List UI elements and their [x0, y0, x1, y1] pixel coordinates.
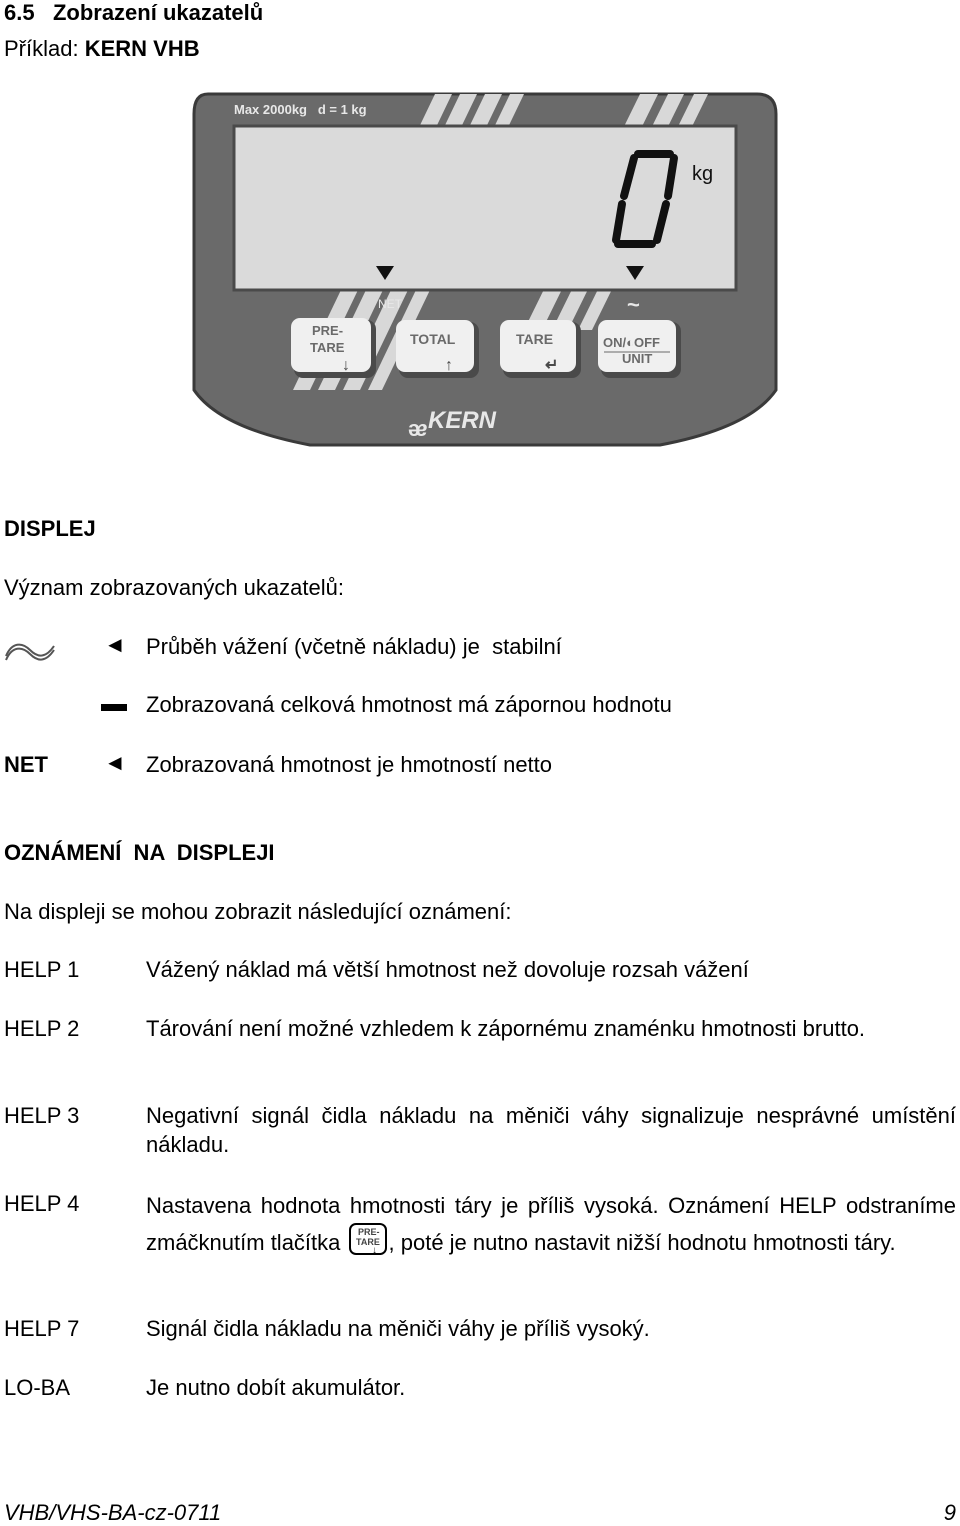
- svg-text:TARE: TARE: [516, 331, 554, 347]
- total-button[interactable]: [396, 320, 479, 378]
- svg-text:↓: ↓: [342, 357, 350, 374]
- svg-text:PRE-: PRE-: [357, 1227, 380, 1237]
- pre-tare-key-icon: [347, 1222, 389, 1256]
- svg-text:↑: ↑: [445, 357, 453, 374]
- section-number: 6.5: [4, 0, 35, 25]
- message-text: Je nutno dobít akumulátor.: [146, 1375, 406, 1400]
- stable-wave-icon: [4, 638, 56, 664]
- message-text: Signál čidla nákladu na měniči váhy je příliš vysoký.: [146, 1316, 650, 1341]
- footer-doc-id: VHB/VHS-BA-cz-0711: [4, 1500, 222, 1525]
- svg-text:UNIT: UNIT: [622, 351, 653, 366]
- svg-text:PRE-: PRE-: [312, 323, 344, 338]
- example-line: [4, 36, 200, 62]
- lcd-unit: kg: [692, 163, 714, 185]
- stable-symbol: ~: [627, 292, 640, 317]
- svg-text:↓: ↓: [371, 1245, 377, 1256]
- arrow-marker-icon: ◄: [104, 750, 126, 775]
- svg-text:KERN: KERN: [428, 407, 497, 434]
- display-section-intro: Význam zobrazovaných ukazatelů:: [4, 575, 344, 600]
- bar-marker-icon: [101, 704, 127, 711]
- display-row-text: Zobrazovaná hmotnost je hmotností netto: [146, 752, 553, 777]
- message-text: Tárování není možné vzhledem k zápornému znaménku hmotnosti brutto.: [146, 1016, 866, 1041]
- net-label: NET: [378, 297, 402, 311]
- message-text-after: , poté je nutno nastavit nižší hodnotu hmotnosti táry.: [388, 1230, 896, 1255]
- messages-section-intro: Na displeji se mohou zobrazit následující oznámení:: [4, 899, 512, 924]
- message-code: HELP 1: [4, 957, 80, 982]
- display-section-title: DISPLEJ: [4, 516, 96, 541]
- message-code: HELP 2: [4, 1016, 80, 1041]
- message-code: HELP 4: [4, 1191, 80, 1216]
- pre-tare-button[interactable]: [291, 318, 376, 378]
- message-text: Negativní signál čidla nákladu na měniči váhy signalizuje nesprávné umístění nákladu.: [146, 1103, 956, 1157]
- example-prefix: Příklad:: [4, 36, 79, 61]
- svg-text:TARE: TARE: [310, 340, 345, 355]
- svg-text:ᴂ: ᴂ: [408, 416, 428, 441]
- example-model: KERN VHB: [84, 36, 200, 61]
- display-row-text: Průběh vážení (včetně nákladu) je stabilní: [146, 634, 562, 659]
- svg-text:TARE: TARE: [355, 1237, 380, 1247]
- svg-text:↵: ↵: [545, 357, 559, 374]
- arrow-marker-icon: ◄: [104, 632, 126, 657]
- svg-text:TOTAL: TOTAL: [410, 331, 456, 347]
- message-code: LO-BA: [4, 1375, 71, 1400]
- scale-indicator-illustration: [190, 90, 780, 458]
- message-code: HELP 3: [4, 1103, 80, 1128]
- on-off-unit-button[interactable]: [598, 320, 681, 378]
- footer-page-number: 9: [943, 1500, 956, 1525]
- section-title: Zobrazení ukazatelů: [52, 0, 264, 25]
- message-text-before: Nastavena hodnota hmotnosti táry je příliš vysoká. Oznámení HELP odstraníme zmáčknutím tlačítka: [146, 1193, 956, 1255]
- display-row-text: Zobrazovaná celková hmotnost má zápornou hodnotu: [146, 692, 672, 717]
- message-text: Vážený náklad má větší hmotnost než dovoluje rozsah vážení: [146, 957, 749, 982]
- messages-section-title: OZNÁMENÍ NA DISPLEJI: [4, 840, 275, 865]
- tare-button[interactable]: [500, 320, 581, 378]
- capacity-label: Max 2000kg d = 1 kg: [234, 102, 367, 117]
- display-row-symbol: NET: [4, 752, 48, 777]
- message-text: [146, 1189, 956, 1259]
- message-code: HELP 7: [4, 1316, 80, 1341]
- svg-text:ON/◐OFF: ON/◐OFF: [603, 335, 660, 350]
- section-heading: [4, 0, 263, 26]
